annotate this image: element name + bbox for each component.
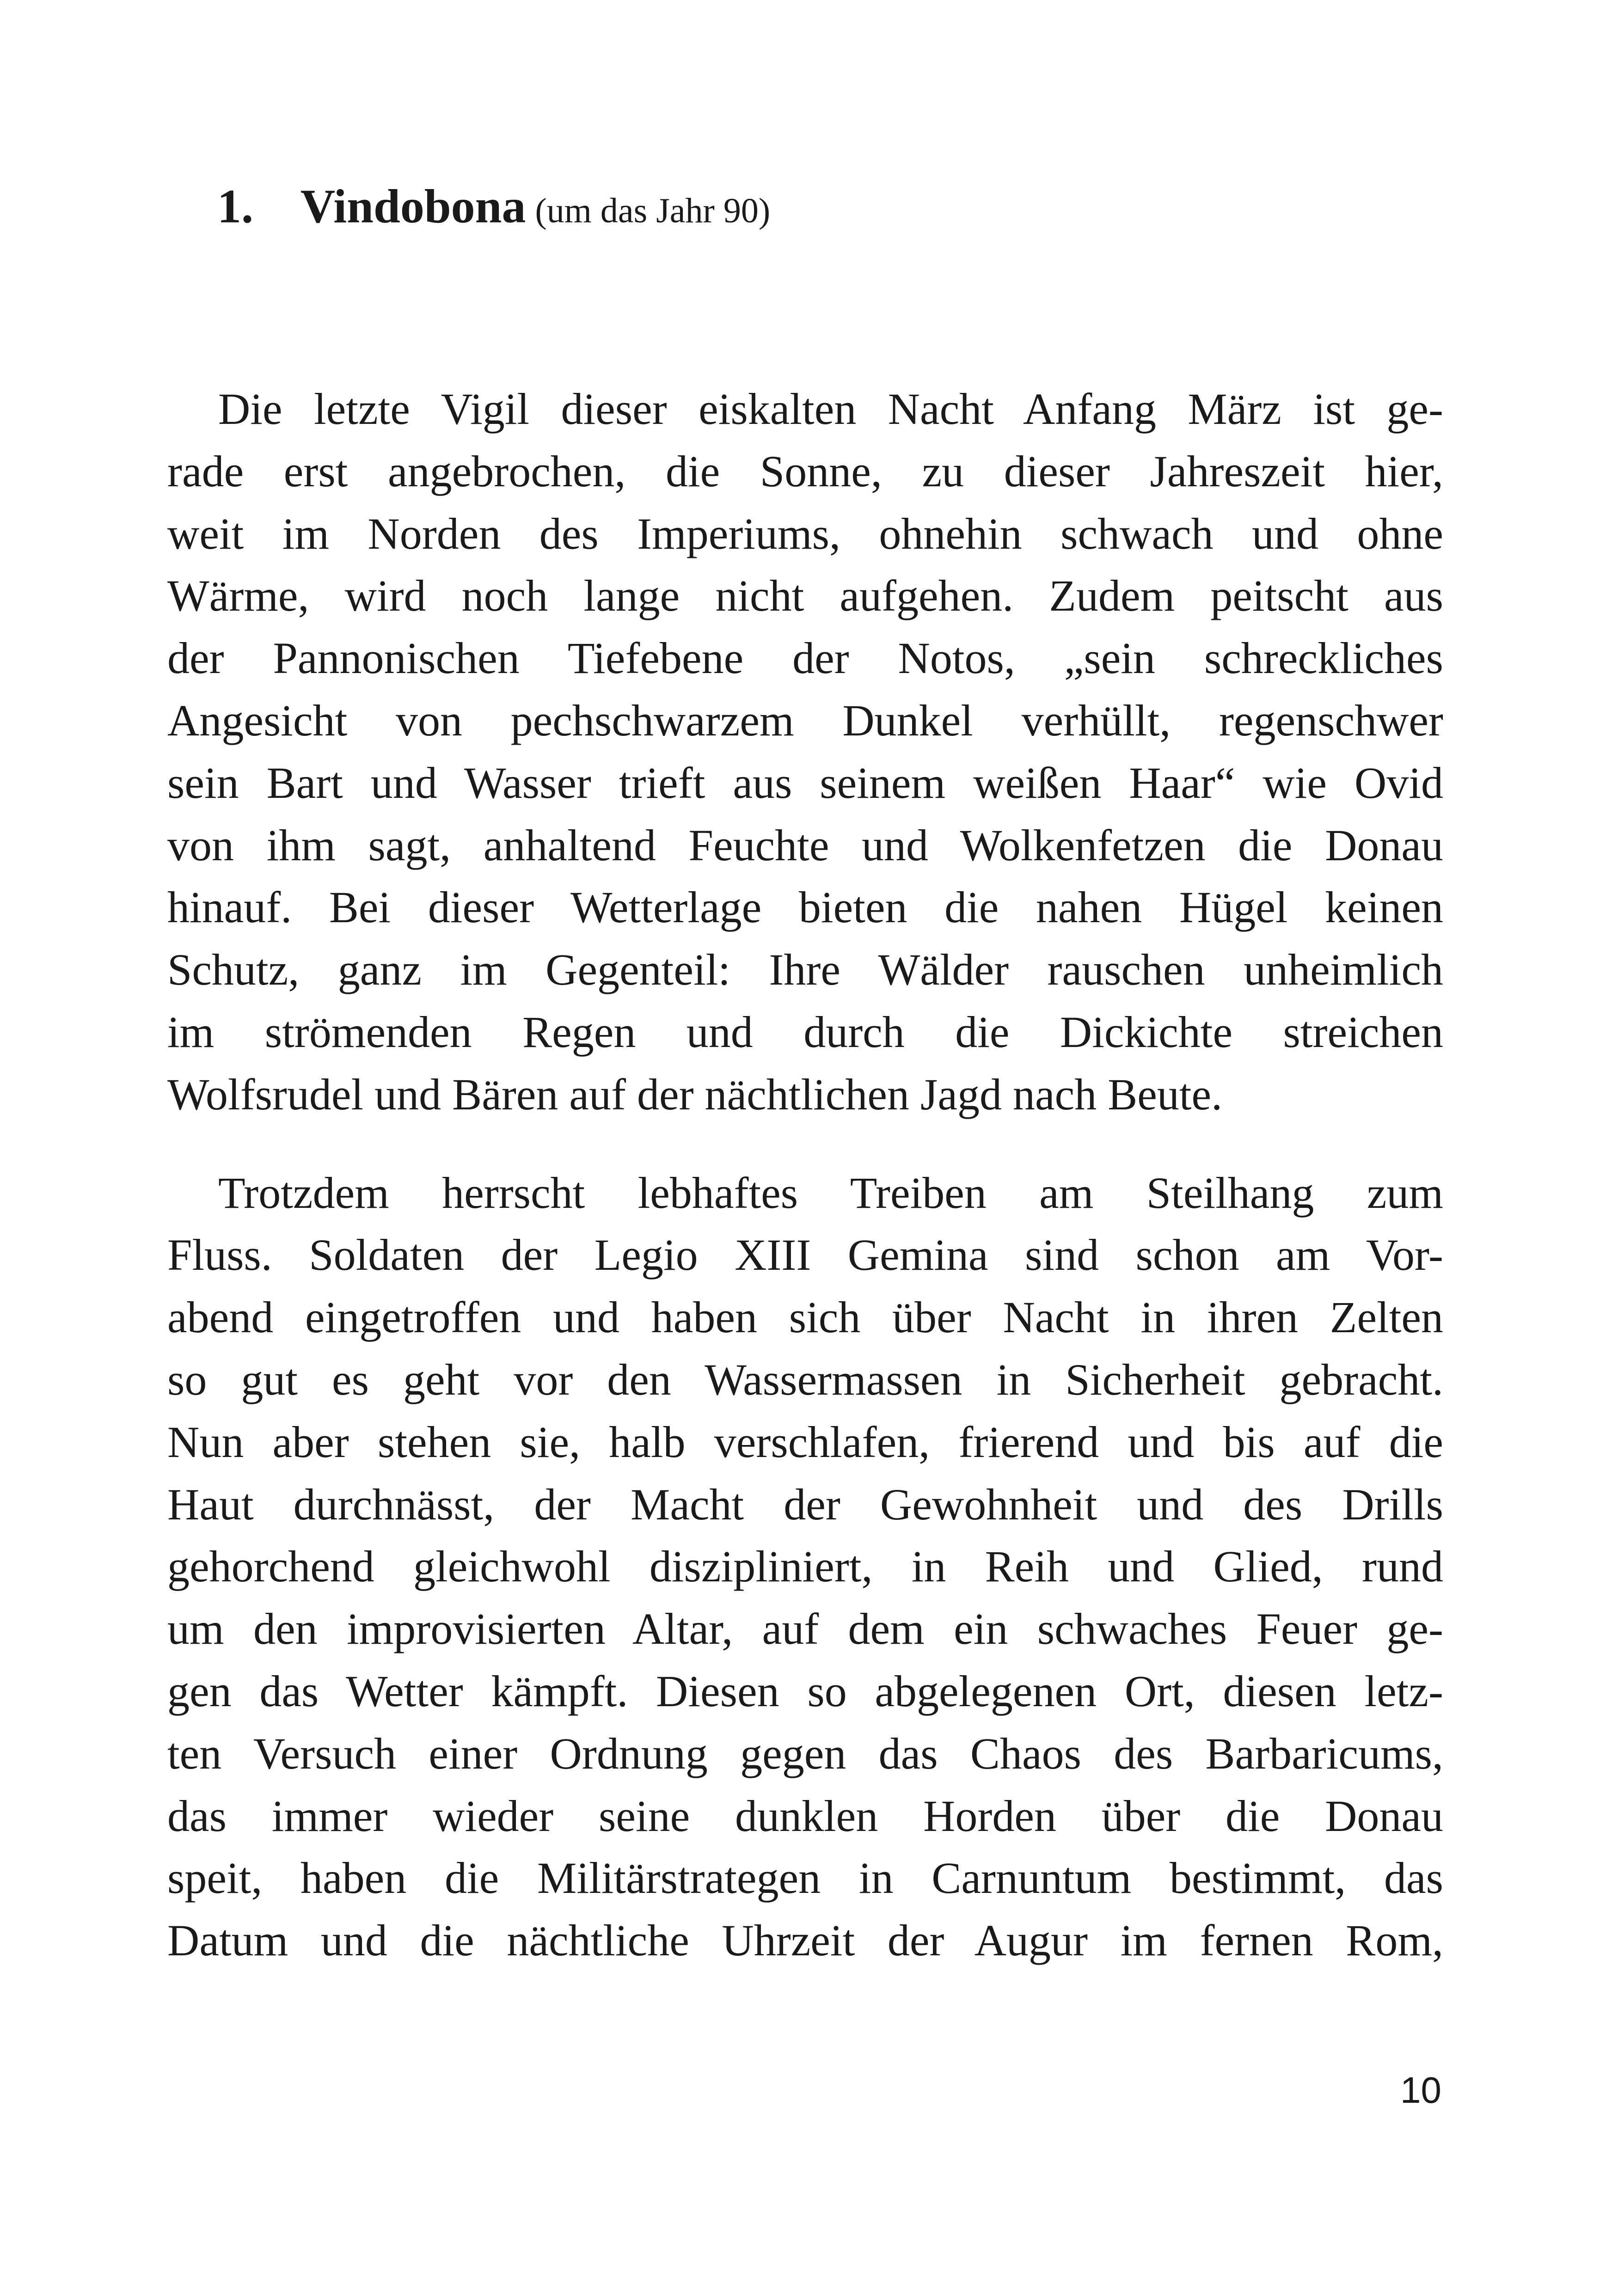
- page-number: 10: [1400, 2069, 1441, 2111]
- text-line: speit, haben die Militärstrategen in Carnuntum bestimmt, das: [167, 1853, 1443, 1903]
- chapter-number: 1.: [217, 180, 253, 233]
- text-line: Datum und die nächtliche Uhrzeit der Augur im fernen Rom,: [167, 1916, 1443, 1965]
- text-line: sein Bart und Wasser trieft aus seinem weißen Haar“ wie Ovid: [167, 758, 1443, 808]
- chapter-heading: [217, 180, 1419, 233]
- text-line: der Pannonischen Tiefebene der Notos, „sein schreckliches: [167, 633, 1443, 683]
- paragraph: [167, 378, 1443, 1126]
- text-line: Trotzdem herrscht lebhaftes Treiben am Steilhang zum: [218, 1168, 1443, 1218]
- text-line: im strömenden Regen und durch die Dickichte streichen: [167, 1007, 1443, 1057]
- text-line: Schutz, ganz im Gegenteil: Ihre Wälder rauschen unheimlich: [167, 945, 1443, 995]
- text-line: gehorchend gleichwohl diszipliniert, in Reih und Glied, rund: [167, 1542, 1443, 1592]
- text-line: hinauf. Bei dieser Wetterlage bieten die nahen Hügel keinen: [167, 882, 1443, 932]
- text-line: rade erst angebrochen, die Sonne, zu dieser Jahreszeit hier,: [167, 446, 1443, 496]
- text-line: weit im Norden des Imperiums, ohnehin schwach und ohne: [167, 508, 1443, 558]
- text-line: das immer wieder seine dunklen Horden über die Donau: [167, 1791, 1443, 1841]
- chapter-date: (um das Jahr 90): [535, 191, 771, 230]
- text-line: Wolfsrudel und Bären auf der nächtlichen Jagd nach Beute.: [167, 1069, 1223, 1119]
- text-line: Angesicht von pechschwarzem Dunkel verhüllt, regenschwer: [167, 695, 1443, 745]
- text-line: um den improvisierten Altar, auf dem ein schwaches Feuer ge-: [167, 1604, 1443, 1654]
- text-line: Fluss. Soldaten der Legio XIII Gemina sind schon am Vor-: [167, 1230, 1443, 1280]
- chapter-title: Vindobona: [300, 180, 526, 233]
- text-line: abend eingetroffen und haben sich über Nacht in ihren Zelten: [167, 1292, 1443, 1342]
- text-line: Die letzte Vigil dieser eiskalten Nacht Anfang März ist ge-: [218, 384, 1443, 434]
- text-line: Nun aber stehen sie, halb verschlafen, frierend und bis auf die: [167, 1417, 1443, 1467]
- text-line: ten Versuch einer Ordnung gegen das Chaos des Barbaricums,: [167, 1728, 1443, 1778]
- text-line: Haut durchnässt, der Macht der Gewohnheit und des Drills: [167, 1479, 1443, 1529]
- text-line: von ihm sagt, anhaltend Feuchte und Wolkenfetzen die Donau: [167, 820, 1443, 870]
- text-line: Wärme, wird noch lange nicht aufgehen. Zudem peitscht aus: [167, 571, 1443, 621]
- paragraph: [167, 1162, 1443, 1972]
- body-text: [167, 378, 1443, 1972]
- text-line: gen das Wetter kämpft. Diesen so abgelegenen Ort, diesen letz-: [167, 1666, 1443, 1716]
- text-line: so gut es geht vor den Wassermassen in Sicherheit gebracht.: [167, 1354, 1443, 1404]
